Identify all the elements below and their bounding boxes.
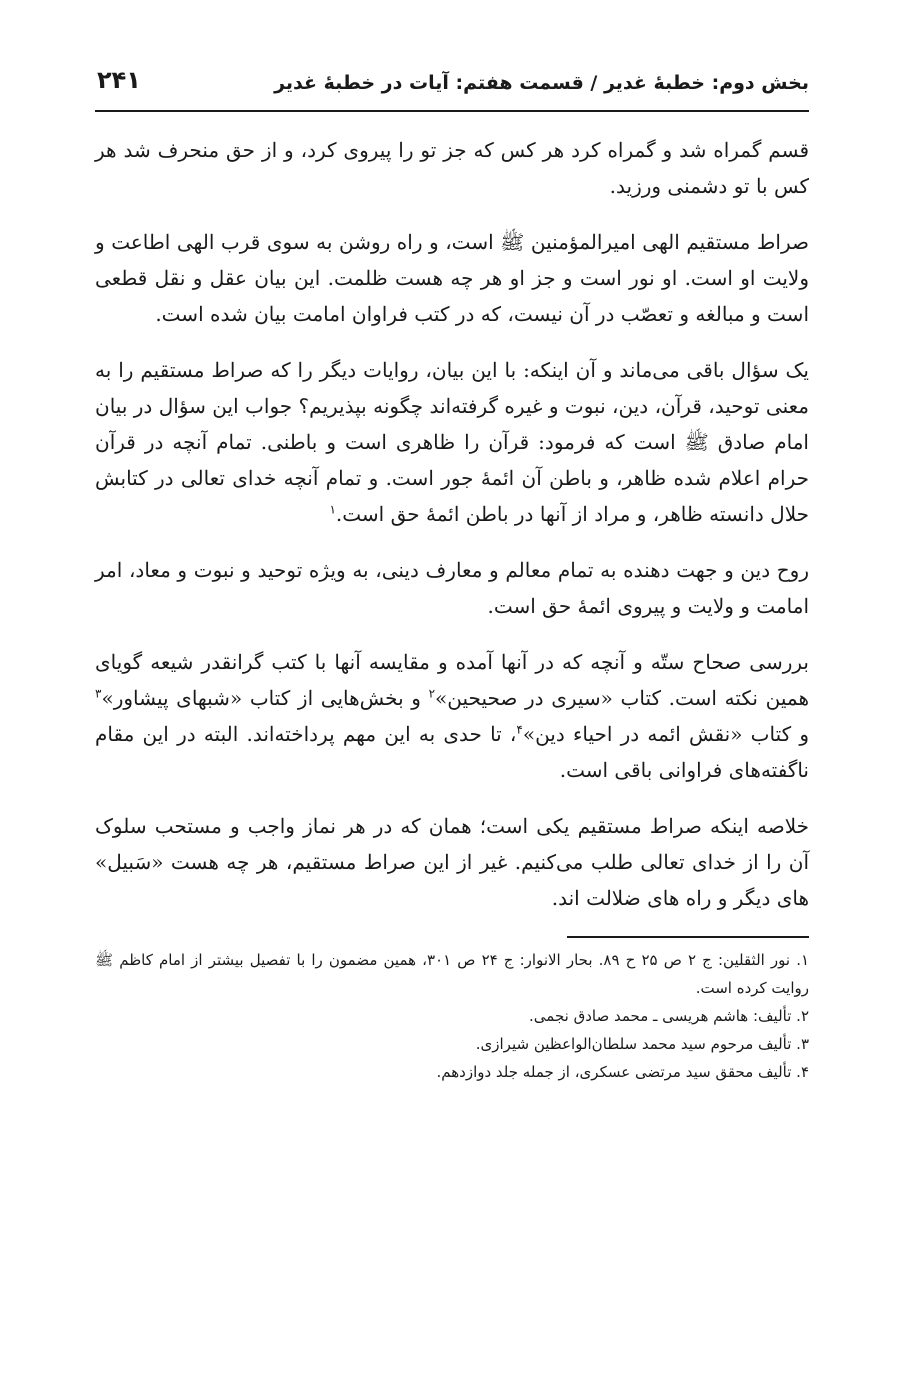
footnote-marker-1: ۱ (329, 502, 336, 517)
footnote-2: ۲. تألیف: هاشم هریسی ـ محمد صادق نجمی. (529, 1007, 809, 1025)
footnote-marker-4: ۴ (516, 722, 523, 737)
paragraph-3-text: یک سؤال باقی می‌ماند و آن اینکه: با این بیان، روایات دیگر را که صراط مستقیم را به معنی توحید، قرآن، دین، نبوت و غیره گرفته‌اند چگونه بپذیریم؟ جواب این سؤال در بیان امام صادق ﷺ است که فرمود: قرآن را ظاهری است و باطنی. تمام آنچه در قرآن حرام اعلام شده ظاهر، و باطن آن ائمهٔ جور است. و تمام آنچه خدای تعالی در کتابش حلال دانسته ظاهر، و مراد از آنها در باطن ائمهٔ حق است. (95, 358, 809, 526)
paragraph-1: قسم گمراه شد و گمراه کرد هر کس که جز تو را پیروی کرد، و از حق منحرف شد هر کس با تو دشمنی ورزید. (95, 138, 809, 198)
paragraph-4: روح دین و جهت دهنده به تمام معالم و معارف دینی، به ویژه توحید و نبوت و معاد، امر امامت و ولایت و پیروی ائمهٔ حق است. (95, 558, 809, 618)
footnote-marker-2: ۲ (428, 686, 436, 701)
footnote-1: ۱. نور الثقلین: ج ۲ ص ۲۵ ح ۸۹. بحار الانوار: ج ۲۴ ص ۳۰۱، همین مضمون را با تفصیل بیشتر از امام کاظم ﷺ روایت کرده است. (95, 951, 810, 997)
paragraph-5 (95, 644, 809, 788)
page-number: ۲۴۱ (97, 66, 141, 94)
paragraph-3 (95, 352, 809, 532)
footnote-3: ۳. تألیف مرحوم سید محمد سلطان‌الواعظین شیرازی. (475, 1035, 809, 1053)
footnote-marker-3: ۳ (95, 686, 102, 701)
running-title: بخش دوم: خطبهٔ غدیر / قسمت هفتم: آیات در خطبهٔ غدیر (274, 72, 809, 94)
book-page (95, 58, 809, 1358)
paragraph-5-text-c: و کتاب «نقش ائمه در احیاء دین» (522, 722, 809, 746)
paragraph-5-text-d: ، تا حدی به این مهم پرداخته‌اند. البته در این مقام ناگفته‌های فراوانی باقی است. (95, 722, 809, 782)
running-header (95, 58, 809, 112)
footnote-divider (567, 936, 809, 938)
footnote-4: ۴. تألیف محقق سید مرتضی عسکری، از جمله جلد دوازدهم. (436, 1063, 809, 1081)
paragraph-5-text-b: و بخش‌هایی از کتاب «شبهای پیشاور» (101, 686, 429, 710)
paragraph-2: صراط مستقیم الهی امیرالمؤمنین ﷺ است، و راه روشن به سوی قرب الهی اطاعت و ولایت او است. او نور است و جز او هر چه هست ظلمت. این بیان عقل و نقل قطعی است و مبالغه و تعصّب در آن نیست، که در کتب فراوان امامت بیان شده است. (95, 230, 810, 326)
paragraph-6: خلاصه اینکه صراط مستقیم یکی است؛ همان که در هر نماز واجب و مستحب سلوک آن را از خدای تعالی طلب می‌کنیم. غیر از این صراط مستقیم، هر چه هست «سَبیل» های دیگر و راه های ضلالت اند. (95, 814, 809, 910)
paragraph-5-text-a: بررسی صحاح ستّه و آنچه که در آنها آمده و مقایسه آنها با کتب گرانقدر شیعه گویای همین نکته است. کتاب «سیری در صحیحین» (95, 650, 809, 710)
body-text (95, 132, 809, 916)
footnotes (95, 946, 809, 1086)
